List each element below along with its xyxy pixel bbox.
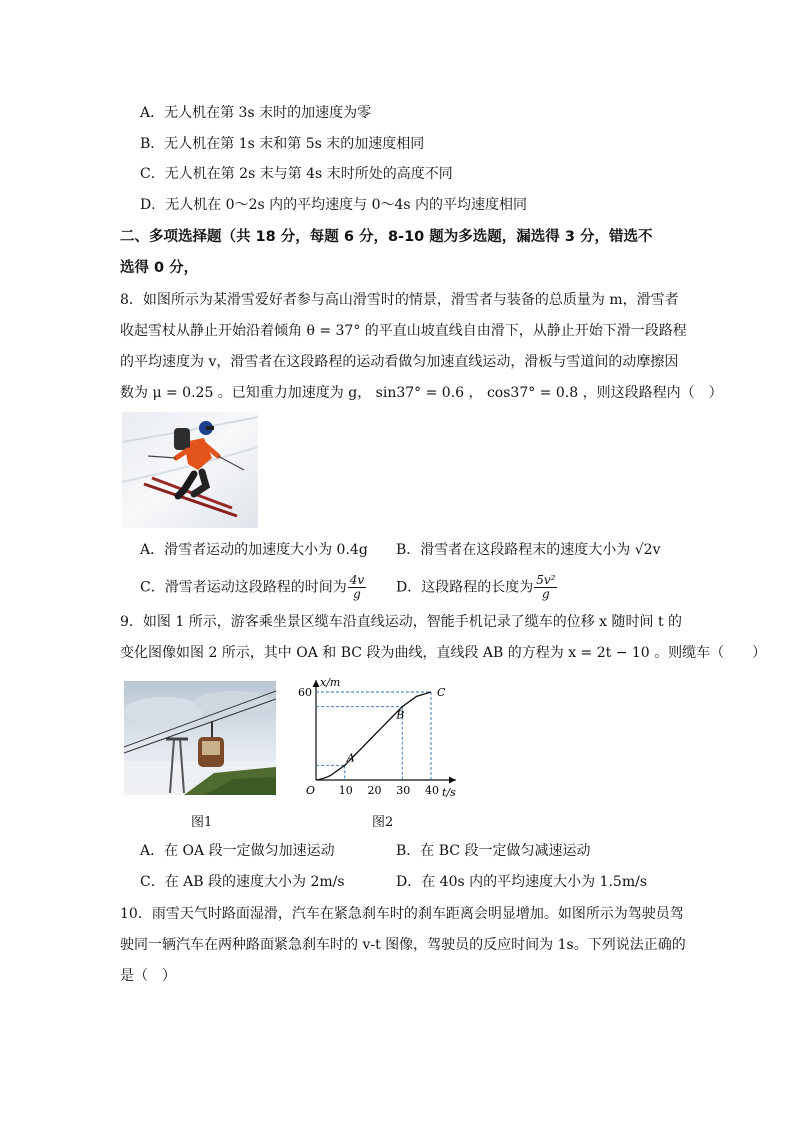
q9-option-a: A．在 OA 段一定做匀加速运动 — [140, 843, 335, 859]
q9-option-b: B．在 BC 段一定做匀减速运动 — [396, 843, 591, 859]
y-axis-label: x/m — [320, 676, 341, 689]
q7-option-b: B．无人机在第 1s 末和第 5s 末的加速度相同 — [140, 136, 425, 152]
q8-option-c-denominator: g — [353, 587, 361, 601]
q9-stem-line1: 9．如图 1 所示，游客乘坐景区缆车沿直线运动，智能手机记录了缆车的位移 x 随时间 t 的 — [120, 614, 683, 630]
x-tick-label: 40 — [425, 784, 439, 797]
cable-car-photo — [124, 681, 276, 795]
x-tick-label: 30 — [396, 784, 411, 797]
point-label-a: A — [346, 751, 355, 765]
q8-option-c-text: C．滑雪者运动这段路程的时间为 — [140, 579, 347, 596]
q10-stem-line2: 驶同一辆汽车在两种路面紧急刹车时的 v-t 图像，驾驶员的反应时间为 1s。下列说法正确的 — [120, 937, 686, 953]
x-tick-label: 20 — [367, 784, 382, 797]
q9-option-d: D．在 40s 内的平均速度大小为 1.5m/s — [396, 874, 648, 890]
section-heading-line2: 选得 0 分， — [120, 260, 199, 276]
q8-stem-line2: 收起雪杖从静止开始沿着倾角 θ = 37° 的平直山坡直线自由滑下，从静止开始下滑一段路程 — [120, 323, 687, 339]
displacement-curve — [316, 692, 431, 780]
q8-option-c-fraction — [348, 574, 366, 601]
xt-graph — [296, 676, 466, 804]
q9-option-c: C．在 AB 段的速度大小为 2m/s — [140, 874, 345, 890]
figure2-caption: 图2 — [372, 815, 394, 830]
q8-stem-line4: 数为 μ = 0.25 。已知重力加速度为 g， sin37° = 0.6 ， cos37° = 0.8 ，则这段路程内（ ） — [120, 385, 723, 401]
q7-option-c: C．无人机在第 2s 末与第 4s 末时所处的高度不同 — [140, 166, 453, 182]
q8-stem-line3: 的平均速度为 v，滑雪者在这段路程的运动看做匀加速直线运动，滑板与雪道间的动摩擦因 — [120, 354, 679, 370]
point-label-c: C — [437, 686, 446, 699]
q8-option-d-numerator: 5v² — [536, 573, 556, 587]
x-axis-label: t/s — [442, 786, 456, 799]
section-heading-line1: 二、多项选择题（共 18 分，每题 6 分，8-10 题为多选题，漏选得 3 分，错选不 — [120, 229, 653, 245]
q9-stem-line2: 变化图像如图 2 所示，其中 OA 和 BC 段为曲线，直线段 AB 的方程为 x = 2t − 10 。则缆车（ ） — [120, 645, 767, 661]
q8-option-c-numerator: 4v — [349, 573, 365, 587]
q10-stem-line3: 是（ ） — [120, 968, 176, 984]
q7-option-a: A．无人机在第 3s 末时的加速度为零 — [140, 105, 372, 121]
q7-option-d: D．无人机在 0～2s 内的平均速度与 0～4s 内的平均速度相同 — [140, 197, 528, 213]
q10-stem-line1: 10．雨雪天气时路面湿滑，汽车在紧急刹车时的刹车距离会明显增加。如图所示为驾驶员驾 — [120, 906, 684, 922]
figure1-caption: 图1 — [191, 815, 213, 830]
q8-stem-line1: 8．如图所示为某滑雪爱好者参与高山滑雪时的情景，滑雪者与装备的总质量为 m，滑雪者 — [120, 292, 679, 308]
origin-label: O — [306, 784, 316, 797]
x-tick-label: 10 — [338, 784, 353, 797]
q8-option-d-text: D．这段路程的长度为 — [396, 579, 534, 596]
q8-option-d-fraction — [534, 574, 557, 601]
y-tick-label: 60 — [298, 686, 312, 699]
q8-option-c — [140, 574, 367, 601]
q8-option-b: B．滑雪者在这段路程末的速度大小为 √2v — [396, 542, 661, 558]
skier-photo — [122, 412, 258, 528]
point-label-b: B — [396, 708, 405, 722]
q8-option-d — [396, 574, 558, 601]
q8-option-d-denominator: g — [542, 587, 550, 601]
q8-option-a: A．滑雪者运动的加速度大小为 0.4g — [140, 542, 368, 558]
